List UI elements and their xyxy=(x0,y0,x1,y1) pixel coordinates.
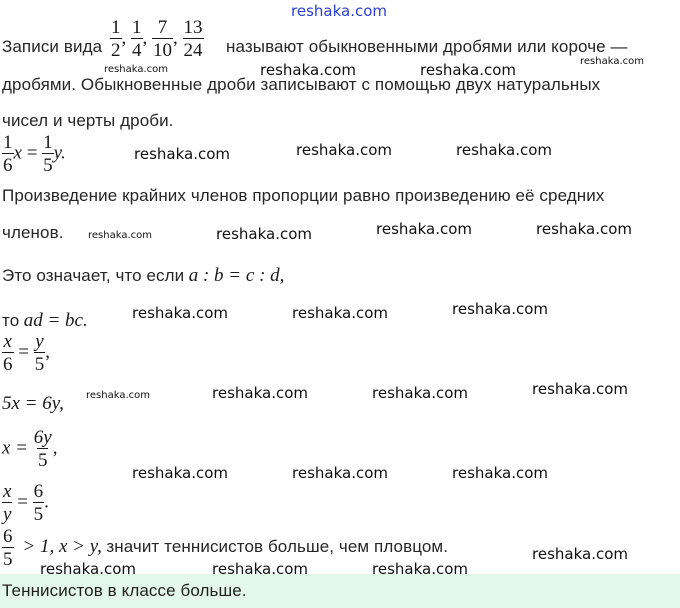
watermark: reshaka.com xyxy=(456,141,552,159)
watermark: reshaka.com xyxy=(212,560,308,578)
line-4: Произведение крайних членов пропорции равно произведению её средних xyxy=(2,186,605,205)
watermark: reshaka.com xyxy=(104,64,168,75)
watermark: reshaka.com xyxy=(452,300,548,318)
equation-3: 5x = 6y, xyxy=(2,393,64,414)
watermark: reshaka.com xyxy=(260,61,356,79)
equation-1: $\frac{1}{6}$ x = $\frac{1}{5}$ y. xyxy=(3,132,66,176)
watermark: reshaka.com xyxy=(372,384,468,402)
line-5: членов. xyxy=(2,223,64,242)
watermark: reshaka.com xyxy=(134,145,230,163)
line-6: Это означает, что если a : b = c : d, xyxy=(2,265,285,286)
watermark: reshaka.com xyxy=(420,61,516,79)
watermark: reshaka.com xyxy=(88,230,152,241)
watermark: reshaka.com xyxy=(216,225,312,243)
fraction-13-24: $\frac{13}{24}$ xyxy=(183,17,203,61)
watermark: reshaka.com xyxy=(452,464,548,482)
equation-4: x = $\frac{6y}{5}$ , xyxy=(2,427,58,471)
site-link[interactable]: reshaka.com xyxy=(291,2,387,20)
equation-2: $\frac{x}{6}$ = $\frac{y}{5}$ , xyxy=(3,331,50,375)
watermark: reshaka.com xyxy=(86,390,150,401)
line-2: дробями. Обыкновенные дроби записывают с помощью двух натуральных xyxy=(2,75,601,94)
fraction-1-2: $\frac{1}{2}$ xyxy=(111,17,121,61)
watermark: reshaka.com xyxy=(532,545,628,563)
watermark: reshaka.com xyxy=(532,380,628,398)
answer-box xyxy=(0,574,680,608)
equation-5: $\frac{x}{y}$ = $\frac{6}{5}$ . xyxy=(3,481,49,525)
watermark: reshaka.com xyxy=(132,464,228,482)
watermark: reshaka.com xyxy=(40,560,136,578)
watermark: reshaka.com xyxy=(292,464,388,482)
watermark: reshaka.com xyxy=(580,56,644,67)
line-1-start: Записи вида xyxy=(2,37,103,56)
answer-text: Теннисистов в классе больше. xyxy=(2,581,247,600)
watermark: reshaka.com xyxy=(296,141,392,159)
fraction-1-4: $\frac{1}{4}$ xyxy=(132,17,142,61)
line-8: $\frac{6}{5}$ > 1, x > y, значит теннисистов больше, чем пловцом. xyxy=(3,526,449,570)
watermark: reshaka.com xyxy=(132,304,228,322)
watermark: reshaka.com xyxy=(212,384,308,402)
line-7: то ad = bc. xyxy=(2,310,88,331)
fraction-7-10: $\frac{7}{10}$ xyxy=(153,17,172,61)
watermark: reshaka.com xyxy=(376,220,472,238)
watermark: reshaka.com xyxy=(292,304,388,322)
line-1-end: называют обыкновенными дробями или короче — xyxy=(226,37,628,56)
line-3: чисел и черты дроби. xyxy=(2,111,174,130)
intro-fractions: $\frac{1}{2}$ , $\frac{1}{4}$ , $\frac{7}{10}$ , $\frac{13}{24}$ xyxy=(111,17,203,61)
watermark: reshaka.com xyxy=(372,560,468,578)
watermark: reshaka.com xyxy=(536,220,632,238)
